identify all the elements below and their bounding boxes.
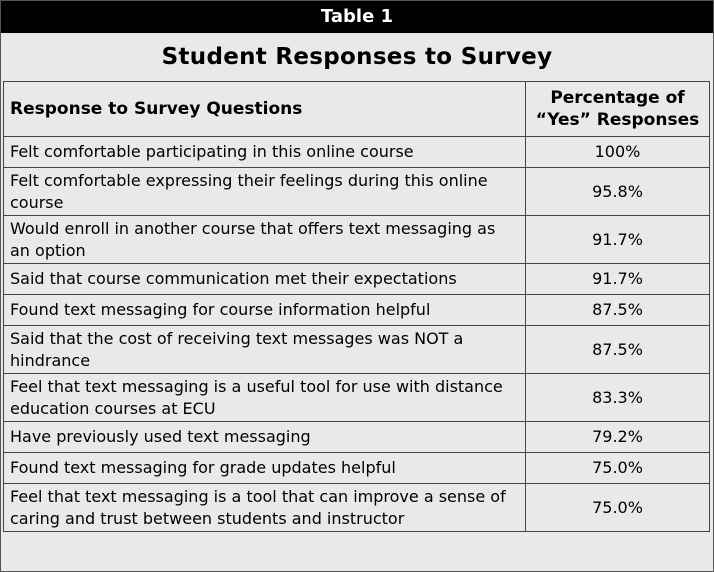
table-row — [4, 264, 710, 295]
row-question: Feel that text messaging is a tool that can improve a sense of caring and trust between students and instructor — [4, 484, 526, 532]
row-question: Feel that text messaging is a useful tool for use with distance education courses at ECU — [4, 374, 526, 422]
row-question: Said that the cost of receiving text messages was NOT a hindrance — [4, 326, 526, 374]
table-row — [4, 137, 710, 168]
row-question: Felt comfortable expressing their feelings during this online course — [4, 168, 526, 216]
row-percentage: 75.0% — [526, 453, 710, 484]
header-row — [4, 82, 710, 137]
row-percentage: 75.0% — [526, 484, 710, 532]
table-row — [4, 453, 710, 484]
row-question: Have previously used text messaging — [4, 422, 526, 453]
table-title: Student Responses to Survey — [1, 33, 713, 82]
row-percentage: 91.7% — [526, 264, 710, 295]
row-question: Felt comfortable participating in this online course — [4, 137, 526, 168]
row-percentage: 79.2% — [526, 422, 710, 453]
row-question: Would enroll in another course that offers text messaging as an option — [4, 216, 526, 264]
header-percentage-line2: “Yes” Responses — [535, 110, 700, 130]
header-question: Response to Survey Questions — [4, 82, 526, 137]
row-percentage: 83.3% — [526, 374, 710, 422]
header-percentage-line1: Percentage of — [550, 88, 685, 108]
header-percentage — [526, 82, 710, 137]
row-percentage: 100% — [526, 137, 710, 168]
row-question: Said that course communication met their expectations — [4, 264, 526, 295]
row-question: Found text messaging for grade updates helpful — [4, 453, 526, 484]
table-row — [4, 295, 710, 326]
table-row — [4, 168, 710, 216]
survey-table — [3, 81, 710, 532]
table-row — [4, 422, 710, 453]
table-row — [4, 374, 710, 422]
row-percentage: 95.8% — [526, 168, 710, 216]
row-percentage: 87.5% — [526, 295, 710, 326]
table-row — [4, 484, 710, 532]
row-percentage: 87.5% — [526, 326, 710, 374]
table-row — [4, 216, 710, 264]
table-label: Table 1 — [1, 1, 713, 33]
row-percentage: 91.7% — [526, 216, 710, 264]
row-question: Found text messaging for course information helpful — [4, 295, 526, 326]
table-row — [4, 326, 710, 374]
